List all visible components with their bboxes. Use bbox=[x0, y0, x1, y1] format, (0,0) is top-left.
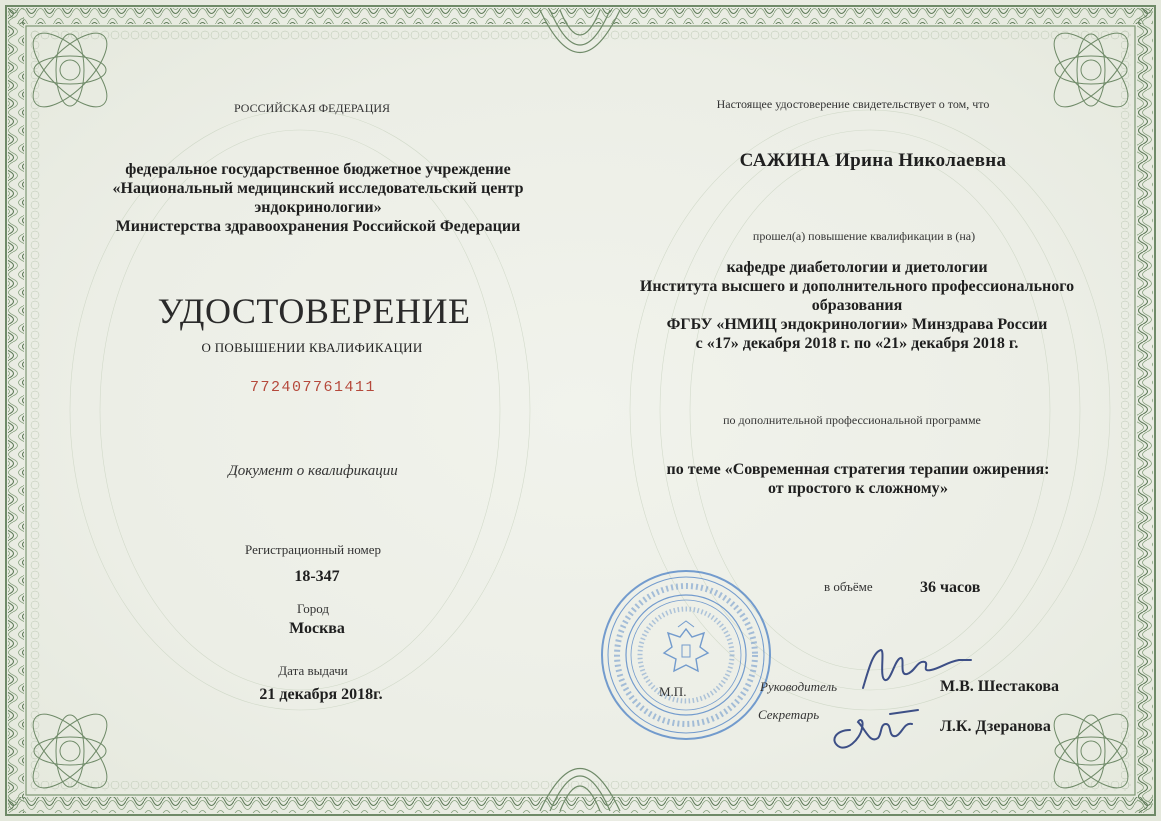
volume-label: в объёме bbox=[824, 579, 873, 594]
city-value: Москва bbox=[289, 620, 345, 637]
intro-text: Настоящее удостоверение свидетельствует о том, что bbox=[716, 97, 990, 111]
issue-date-label: Дата выдачи bbox=[278, 663, 348, 678]
seal-label: М.П. bbox=[659, 684, 687, 699]
official-seal-stamp bbox=[598, 567, 774, 743]
city-label: Город bbox=[296, 601, 330, 616]
program-label: по дополнительной профессиональной программе bbox=[723, 413, 981, 427]
department-block bbox=[640, 258, 1074, 353]
organization-name bbox=[113, 160, 524, 236]
volume-value: 36 часов bbox=[920, 579, 981, 596]
study-dates: с «17» декабря 2018 г. по «21» декабря 2018 г. bbox=[695, 335, 1019, 352]
head-label: Руководитель bbox=[760, 679, 838, 694]
secretary-name: Л.К. Дзеранова bbox=[940, 718, 1051, 735]
org-line-3: эндокринологии» bbox=[254, 199, 382, 216]
org-line-2: «Национальный медицинский исследовательский центр bbox=[112, 180, 524, 197]
country-label: РОССИЙСКАЯ ФЕДЕРАЦИЯ bbox=[233, 101, 391, 115]
dept-line-2: Института высшего и дополнительного профессионального bbox=[639, 278, 1075, 295]
holder-name: САЖИНА Ирина Николаевна bbox=[739, 150, 1007, 171]
document-title: УДОСТОВЕРЕНИЕ bbox=[157, 291, 471, 331]
theme-line-2: от простого к сложному» bbox=[767, 480, 949, 497]
document-subtitle: О ПОВЫШЕНИИ КВАЛИФИКАЦИИ bbox=[201, 340, 423, 355]
head-name: М.В. Шестакова bbox=[940, 678, 1060, 695]
program-theme bbox=[667, 460, 1050, 498]
head-signature bbox=[855, 638, 975, 694]
registration-number-value: 18-347 bbox=[294, 568, 340, 585]
issue-date-value: 21 декабря 2018г. bbox=[259, 686, 383, 703]
passed-text: прошел(а) повышение квалификации в (на) bbox=[752, 229, 976, 243]
theme-line-1: по теме «Современная стратегия терапии ожирения: bbox=[666, 461, 1050, 478]
serial-number: 772407761411 bbox=[249, 379, 377, 396]
dept-line-1: кафедре диабетологии и диетологии bbox=[726, 259, 988, 276]
org-line-1: федеральное государственное бюджетное учреждение bbox=[125, 161, 511, 178]
secretary-label: Секретарь bbox=[758, 707, 820, 722]
document-type: Документ о квалификации bbox=[228, 463, 398, 479]
dept-line-3: образования bbox=[811, 297, 903, 314]
org-line-4: Министерства здравоохранения Российской Федерации bbox=[115, 218, 521, 235]
registration-number-label: Регистрационный номер bbox=[245, 542, 381, 557]
secretary-signature bbox=[820, 700, 940, 754]
dept-line-4: ФГБУ «НМИЦ эндокринологии» Минздрава России bbox=[666, 316, 1048, 333]
